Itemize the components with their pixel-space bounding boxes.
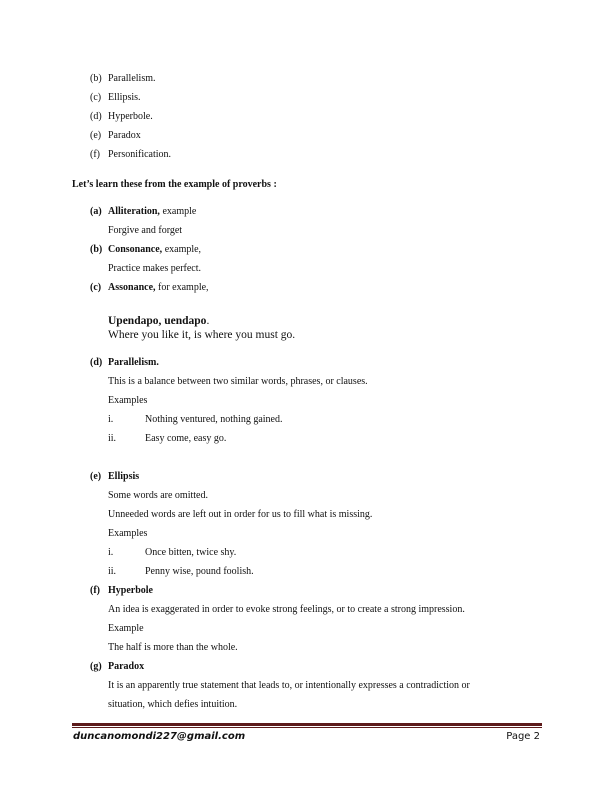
- list-item: Hyperbole.: [108, 111, 153, 122]
- term: Alliteration,: [108, 206, 160, 217]
- list-item: Personification.: [108, 149, 172, 160]
- definition: situation, which defies intuition.: [108, 699, 238, 710]
- term: Ellipsis: [108, 471, 140, 482]
- definition: An idea is exaggerated in order to evoke strong feelings, or to create a strong impression.: [108, 604, 465, 615]
- item-label: (a): [90, 206, 102, 217]
- list-label: (b): [90, 73, 102, 84]
- example-number: i.: [108, 547, 114, 558]
- footer-rule-thin: [72, 727, 542, 728]
- definition: Unneeded words are left out in order for us to fill what is missing.: [108, 509, 373, 520]
- example-text: Penny wise, pound foolish.: [145, 566, 254, 577]
- definition: It is an apparently true statement that leads to, or intentionally expresses a contradiction or: [108, 680, 470, 691]
- definition: Some words are omitted.: [108, 490, 208, 501]
- section-heading: Let’s learn these from the example of proverbs :: [72, 179, 277, 190]
- page-number: Page 2: [506, 731, 540, 742]
- example-text: Practice makes perfect.: [108, 263, 202, 274]
- item-label: (b): [90, 244, 103, 255]
- term: Paradox: [108, 661, 145, 672]
- term-rest: example: [159, 206, 197, 217]
- item-heading: [108, 281, 209, 295]
- term-rest: example,: [162, 244, 202, 255]
- list-label: (c): [90, 92, 102, 103]
- proverb-dot: .: [206, 315, 210, 327]
- example-number: ii.: [108, 433, 117, 444]
- footer-rule-thick: [72, 723, 542, 726]
- proverb-text: Upendapo, uendapo: [108, 315, 207, 327]
- example-text: Once bitten, twice shy.: [145, 547, 237, 558]
- list-item: Paradox: [108, 130, 141, 141]
- list-label: (d): [90, 111, 102, 122]
- list-item: Ellipsis.: [108, 92, 141, 103]
- example-text: Easy come, easy go.: [145, 433, 227, 444]
- list-item: Parallelism.: [108, 73, 156, 84]
- example-number: i.: [108, 414, 114, 425]
- list-label: (f): [90, 149, 100, 160]
- term: Hyperbole: [108, 585, 153, 596]
- examples-label: Examples: [108, 528, 148, 539]
- example-text: Forgive and forget: [108, 225, 183, 236]
- term: Consonance,: [108, 244, 163, 255]
- example-text: The half is more than the whole.: [108, 642, 238, 653]
- term: Parallelism.: [108, 357, 159, 368]
- proverb: [108, 314, 209, 328]
- item-heading: [108, 205, 196, 219]
- footer-email: duncanomondi227@gmail.com: [73, 731, 246, 742]
- translation: Where you like it, is where you must go.: [108, 329, 296, 341]
- item-label: (f): [90, 585, 100, 596]
- item-label: (g): [90, 661, 102, 672]
- example-text: Nothing ventured, nothing gained.: [145, 414, 283, 425]
- examples-label: Examples: [108, 395, 148, 406]
- term-rest: for example,: [155, 282, 209, 293]
- item-heading: [108, 243, 201, 257]
- item-label: (e): [90, 471, 102, 482]
- examples-label: Example: [108, 623, 144, 634]
- item-label: (c): [90, 282, 102, 293]
- term: Assonance,: [108, 282, 156, 293]
- example-number: ii.: [108, 566, 117, 577]
- definition: This is a balance between two similar words, phrases, or clauses.: [108, 376, 368, 387]
- item-label: (d): [90, 357, 103, 368]
- list-label: (e): [90, 130, 102, 141]
